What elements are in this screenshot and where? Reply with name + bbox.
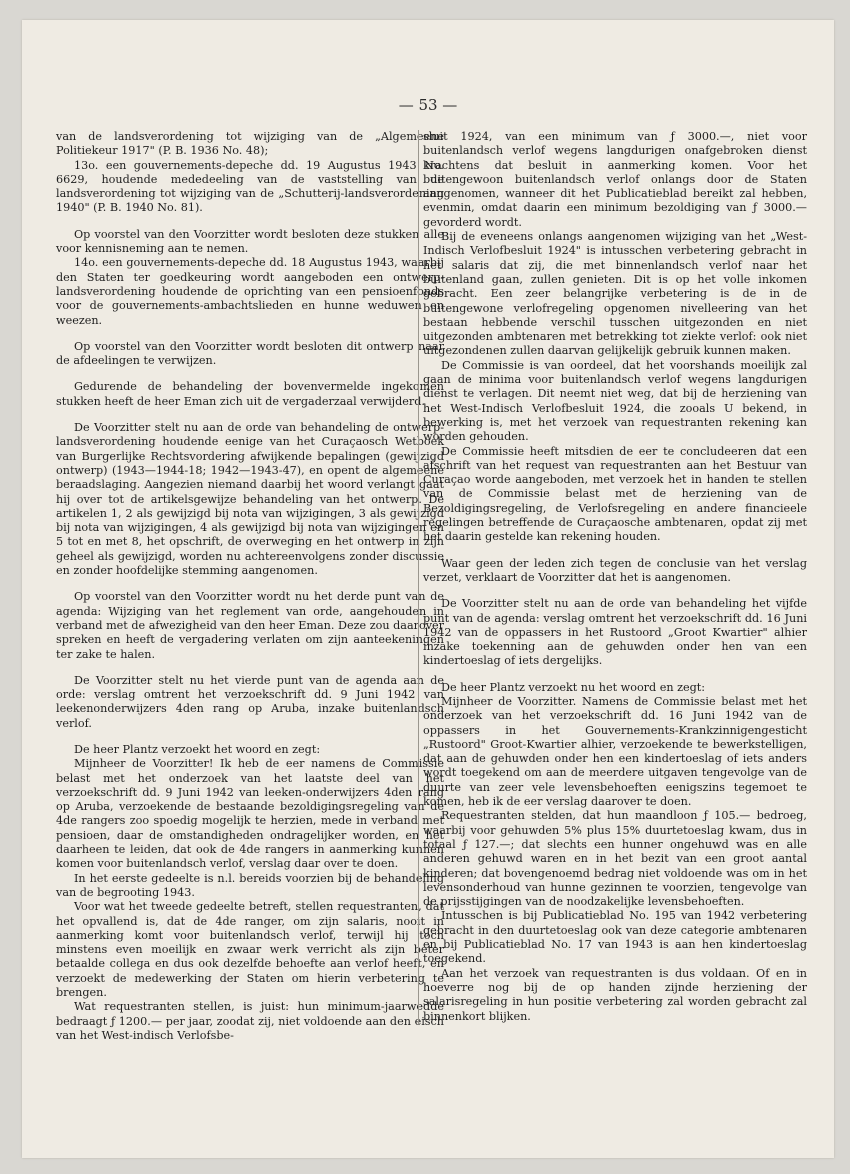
paragraph: van de landsverordening tot wijziging van de „Algemeene Politiekeur 1917" (P. B. 1936 No. 48); [56, 130, 444, 158]
paragraph-gap [56, 216, 444, 228]
paragraph: Gedurende de behandeling der bovenvermelde ingekomen stukken heeft de heer Eman zich uit de vergaderzaal verwijderd. [56, 380, 444, 408]
paragraph: 14o. een gouvernements-depeche dd. 18 Augustus 1943, waarbij den Staten ter goedkeuring wordt aangeboden een ontwerp-landsverordening houdende de oprichting van een pensioenfonds voor de gouvernements-ambachtslieden en hunne weduwen en weezen. [56, 256, 444, 327]
paragraph-gap [56, 328, 444, 340]
paragraph: Intusschen is bij Publicatieblad No. 195 van 1942 verbetering gebracht in den duurtetoeslag ook van deze categorie ambtenaren en bij Publicatieblad No. 17 van 1943 is aan hen kindertoeslag toegekend. [423, 909, 807, 966]
paragraph-gap [423, 669, 807, 681]
paragraph-gap [56, 409, 444, 421]
paragraph: Op voorstel van den Voorzitter wordt besloten deze stukken alle voor kennisneming aan te nemen. [56, 227, 444, 256]
paragraph: Mijnheer de Voorzitter. Namens de Commissie belast met het onderzoek van het verzoekschrift dd. 16 Juni 1942 van de oppassers in het Gouvernements-Krankzinnigengesticht „Rustoord" Groot-Kwartier alhier, verzoekende te bewerkstelligen, dat aan de gehuwden onder hen een kindertoeslag of iets anders wordt toegekend om aan de meerdere uitgaven tengevolge van de duurte van zeer vele levensbehoeften eenigszins tegemoet te komen, heb ik de eer verslag daarover te doen. [423, 694, 807, 809]
right-column [418, 130, 807, 1024]
paragraph: sluit 1924, van een minimum van ƒ 3000.—, niet voor buitenlandsch verlof wegens langdurigen onafgebroken dienst krachtens dat besluit in aanmerking komen. Voor het buitengewoon buitenlandsch verlof onlangs door de Staten aangenomen, wanneer dit het Publicatieblad bereikt zal hebben, evenmin, omdat daarin een minimum bezoldiging van ƒ 3000.— gevorderd wordt. [423, 130, 807, 229]
paragraph: Bij de eveneens onlangs aangenomen wijziging van het „West-Indisch Verlofbesluit 1924" is intusschen verbetering gebracht in het salaris dat zij, die met binnenlandsch verlof naar het buitenland gaan, zullen genieten. Dit is op het volle inkomen gebracht. Een zeer belangrijke verbetering is de in de buitengewone verlofregeling opgenomen nivelleering van het bestaan hebbende verschil tusschen uitgezonden en niet uitgezonden ambtenaren met betrekking tot ziekte verlof: ook niet uitgezondenen zullen daarvan gelijkelijk gebruik kunnen maken. [423, 230, 807, 358]
paragraph: De Commissie heeft mitsdien de eer te concludeeren dat een afschrift van het request van requestranten aan het Bestuur van Curaçao worde aangeboden, met verzoek het in handen te stellen van de Commissie belast met de herziening van de Bezoldigingsregeling, de Verlofsregeling en andere financieele regelingen betreffende de Curaçaosche ambtenaren, opdat zij met het daarin gestelde kan rekening houden. [423, 444, 807, 544]
paragraph: Voor wat het tweede gedeelte betreft, stellen requestranten, dat het opvallend is, dat de 4de ranger, om zijn salaris, nooit in aanmerking komt voor buitenlandsch verlof, terwijl hij toch minstens even moeilijk en zwaar werk verricht als zijn beter betaalde collega en dus ook dezelfde behoefte aan verlof heeft, en verzoekt de medewerking der Staten om hierin verbetering te brengen. [56, 900, 444, 1000]
paragraph: Op voorstel van den Voorzitter wordt besloten dit ontwerp naar de afdeelingen te verwijzen. [56, 339, 444, 368]
paragraph-gap [56, 368, 444, 380]
paragraph: Wat requestranten stellen, is juist: hun minimum-jaarwedde bedraagt ƒ 1200.— per jaar, zoodat zij, niet voldoende aan den eisch van het West-indisch Verlofsbe- [56, 1000, 444, 1042]
paragraph: 13o. een gouvernements-depeche dd. 19 Augustus 1943 No. 6629, houdende mededeeling van de vaststelling van de landsverordening tot wijziging van de „Schutterij-landsverordening 1940" (P. B. 1940 No. 81). [56, 158, 444, 215]
paragraph: Requestranten stelden, dat hun maandloon ƒ 105.— bedroeg, waarbij voor gehuwden 5% plus 15% duurtetoeslag kwam, dus in totaal ƒ 127.—; dat slechts een hunner ongehuwd was en alle anderen gehuwd waren en in het bezit van een groot aantal kinderen; dat bovengenoemd bedrag niet voldoende was om in het levensonderhoud van hunne gezinnen te voorzien, tengevolge van de prijsstijgingen van de noodzakelijke levensbehoeften. [423, 809, 807, 909]
paragraph-gap [56, 578, 444, 590]
document-page [22, 20, 834, 1158]
paragraph: De Voorzitter stelt nu aan de orde van behandeling het vijfde punt van de agenda: verslag omtrent het verzoekschrift dd. 16 Juni 1942 van de oppassers in het Rustoord „Groot Kwartier" alhier inzake toekenning aan de gehuwden onder hen van een kindertoeslag of iets dergelijks. [423, 597, 807, 668]
paragraph-gap [423, 585, 807, 597]
paragraph: De heer Plantz verzoekt het woord en zegt: [74, 742, 321, 756]
paragraph: De Voorzitter stelt nu aan de orde van behandeling de ontwerp-landsverordening houdende eenige van het Curaçaosch Wetboek van Burgerlijke Rechtsvordering afwijkende bepalingen (gewijzigd ontwerp) (1943—1944-18; 1942—1943-47), en opent de algemeene beraadslaging. Aangezien niemand daarbij het woord verlangt gaat hij over tot de artikelsgewijze behandeling van het ontwerp. De artikelen 1, 2 als gewijzigd bij nota van wijzigingen, 3 als gewijzigd bij nota van wijzigingen, 4 als gewijzigd bij nota van wijzigingen en 5 tot en met 8, het opschrift, de overweging en het ontwerp in zijn geheel als gewijzigd, worden nu achtereenvolgens zonder discussie en zonder hoofdelijke stemming aangenomen. [56, 421, 444, 578]
page-number: — 53 — [398, 96, 458, 114]
paragraph: Aan het verzoek van requestranten is dus voldaan. Of en in hoeverre nog bij de op handen zijnde herziening der salarisregeling in hun positie verbetering zal worden gebracht zal binnenkort blijken. [423, 966, 807, 1023]
paragraph-gap [423, 545, 807, 557]
paragraph: Mijnheer de Voorzitter! Ik heb de eer namens de Commissie belast met het onderzoek van het laatste deel van het verzoekschrift dd. 9 Juni 1942 van leeken-onderwijzers 4den rang op Aruba, verzoekende de bestaande bezoldigingsregeling van de 4de rangers zoo spoedig mogelijk te herzien, mede in verband met pensioen, daar de omstandigheden ondragelijker worden, en het daarheen te leiden, dat ook de 4de rangers in aanmerking kunnen komen voor buitenlandsch verlof, verslag daar over te doen. [56, 757, 444, 871]
paragraph: De heer Plantz verzoekt nu het woord en zegt: [441, 680, 706, 694]
left-column [56, 130, 444, 1043]
paragraph: De Voorzitter stelt nu het vierde punt van de agenda aan de orde: verslag omtrent het verzoekschrift dd. 9 Juni 1942 van leekenonderwijzers 4den rang op Aruba, inzake buitenlandsch verlof. [56, 673, 444, 730]
paragraph-gap [56, 731, 444, 743]
paragraph-gap [56, 662, 444, 674]
paragraph: Waar geen der leden zich tegen de conclusie van het verslag verzet, verklaart de Voorzitter dat het is aangenomen. [423, 556, 807, 584]
paragraph: In het eerste gedeelte is n.l. bereids voorzien bij de behandeling van de begrooting 1943. [56, 871, 444, 899]
paragraph: Op voorstel van den Voorzitter wordt nu het derde punt van de agenda: Wijziging van het reglement van orde, aangehouden in verband met de afwezigheid van den heer Eman. Deze zou daarover spreken en heeft de vergadering verlaten om zijn aanteekeningen ter zake te halen. [56, 590, 444, 661]
paragraph: De Commissie is van oordeel, dat het voorshands moeilijk zal gaan de minima voor buitenlandsch verlof wegens langdurigen dienst te verlagen. Dit neemt niet weg, dat bij de herziening van het West-Indisch Verlofbesluit 1924, die zooals U bekend, in bewerking is, met het verzoek van requestranten rekening kan worden gehouden. [423, 358, 807, 444]
